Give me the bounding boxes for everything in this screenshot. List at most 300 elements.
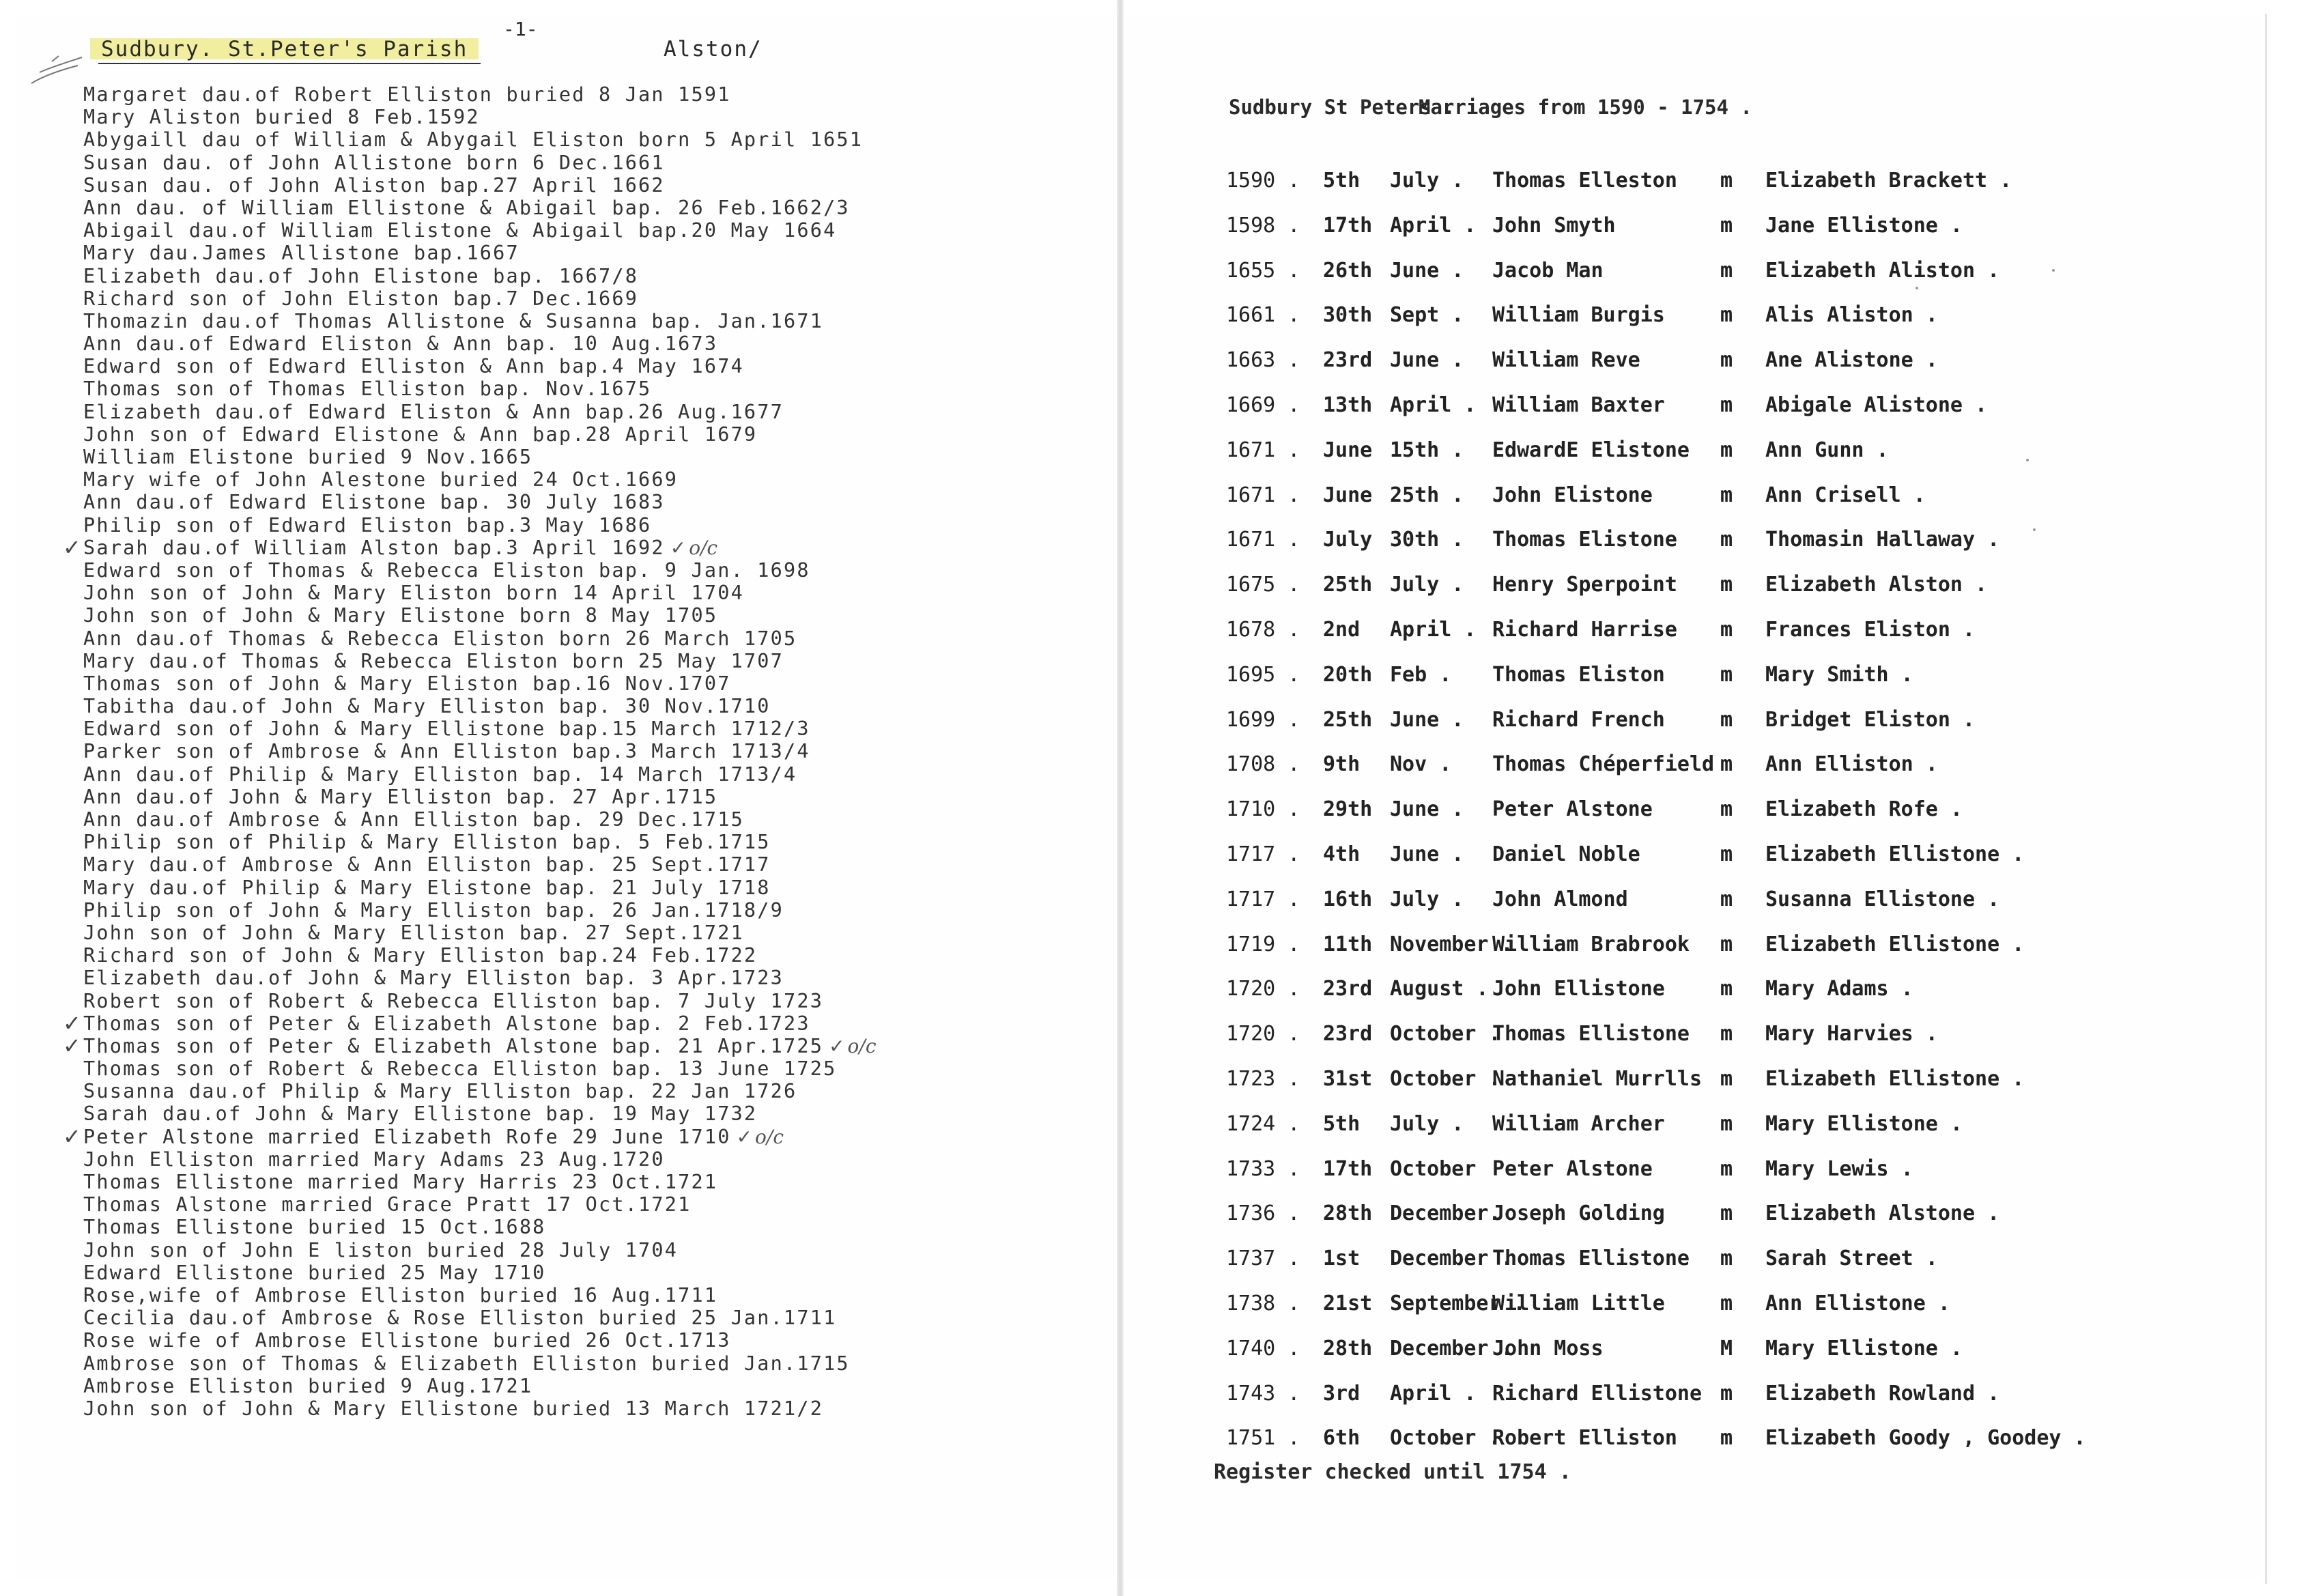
marriage-bride: Elizabeth Ellistone . bbox=[1765, 932, 2025, 956]
marriage-month: October . bbox=[1390, 1067, 1501, 1091]
marriage-row bbox=[1125, 1292, 2262, 1319]
register-entries bbox=[63, 83, 1094, 1420]
right-page bbox=[1125, 15, 2262, 1578]
marriage-bride: Elizabeth Ellistone . bbox=[1765, 1067, 2025, 1091]
entry-text: John Elliston married Mary Adams 23 Aug.1720 bbox=[83, 1148, 665, 1171]
marriage-day: 5th bbox=[1323, 1111, 1361, 1136]
marriage-month: June . bbox=[1390, 842, 1464, 866]
register-entry bbox=[83, 152, 1094, 174]
marriage-month: June . bbox=[1390, 707, 1464, 732]
entry-text: Philip son of Philip & Mary Elliston bap. 5 Feb.1715 bbox=[83, 831, 771, 854]
entry-text: Mary wife of John Alestone buried 24 Oct.1669 bbox=[83, 468, 679, 491]
entry-text: John son of John & Mary Ellistone buried 13 March 1721/2 bbox=[83, 1397, 824, 1420]
entry-text: Philip son of Edward Eliston bap.3 May 1686 bbox=[83, 513, 652, 537]
entry-text: Elizabeth dau.of John & Mary Elliston bap. 3 Apr.1723 bbox=[83, 967, 784, 990]
marriage-m: m bbox=[1720, 662, 1733, 687]
entry-text: Thomas Alstone married Grace Pratt 17 Oct.1721 bbox=[83, 1193, 692, 1216]
marriage-bride: Elizabeth Goody , Goodey . bbox=[1765, 1426, 2086, 1451]
marriage-groom: William Burgis bbox=[1492, 303, 1665, 328]
register-entry bbox=[83, 1375, 1094, 1397]
register-entry bbox=[83, 853, 1094, 876]
register-entry bbox=[83, 967, 1094, 989]
marriage-row bbox=[1125, 1022, 2262, 1049]
speck bbox=[2026, 459, 2029, 461]
marriage-day: 4th bbox=[1323, 842, 1361, 866]
marriage-year: 1671 . bbox=[1226, 483, 1300, 507]
entry-text: Susan dau. of John Aliston bap.27 April 1662 bbox=[83, 173, 665, 197]
marriage-m: m bbox=[1720, 438, 1733, 462]
register-entry bbox=[83, 1102, 1094, 1125]
entry-text: Edward Ellistone buried 25 May 1710 bbox=[83, 1261, 546, 1284]
marriage-row bbox=[1125, 1382, 2262, 1409]
marriage-groom: Peter Alstone bbox=[1492, 1156, 1653, 1181]
marriage-m: m bbox=[1720, 618, 1733, 642]
entry-text: Parker son of Ambrose & Ann Elliston bap.3 March 1713/4 bbox=[83, 740, 810, 763]
marriage-bride: Elizabeth Alston . bbox=[1765, 573, 1988, 597]
marriage-month: October . bbox=[1390, 1022, 1501, 1046]
register-entry bbox=[83, 287, 1094, 310]
marriage-row bbox=[1125, 169, 2262, 196]
register-entry bbox=[83, 1193, 1094, 1216]
register-entry bbox=[83, 1284, 1094, 1307]
marriage-groom: Henry Sperpoint bbox=[1492, 573, 1677, 597]
entry-text: Ann dau.of Edward Elistone bap. 30 July 1683 bbox=[83, 491, 665, 514]
marriage-m: m bbox=[1720, 258, 1733, 283]
marriage-groom: Peter Alstone bbox=[1492, 797, 1653, 822]
register-entry bbox=[83, 1057, 1094, 1080]
marriage-bride: Alis Aliston . bbox=[1765, 303, 1938, 328]
marriage-row bbox=[1125, 1426, 2262, 1453]
marriage-bride: Frances Eliston . bbox=[1765, 618, 1976, 642]
marriage-month: 25th . bbox=[1390, 483, 1464, 507]
marriage-month: April . bbox=[1390, 213, 1477, 238]
register-entry bbox=[83, 672, 1094, 695]
marriage-row bbox=[1125, 303, 2262, 330]
marriage-month: December . bbox=[1390, 1246, 1513, 1271]
entry-text: John son of John & Mary Elistone born 8 May 1705 bbox=[83, 604, 718, 627]
register-entry bbox=[63, 534, 1094, 560]
register-entry bbox=[83, 423, 1094, 446]
marriage-groom: Richard Harrise bbox=[1492, 618, 1677, 642]
entry-text: Robert son of Robert & Rebecca Elliston bap. 7 July 1723 bbox=[83, 989, 824, 1012]
marriage-m: m bbox=[1720, 797, 1733, 822]
marriage-month: 30th . bbox=[1390, 528, 1464, 552]
marriage-bride: Mary Adams . bbox=[1765, 977, 1913, 1001]
marriage-groom: John Almond bbox=[1492, 887, 1628, 911]
marriage-day: June bbox=[1323, 483, 1373, 507]
register-entry bbox=[83, 242, 1094, 264]
register-entry bbox=[83, 740, 1094, 763]
marriage-day: 21st bbox=[1323, 1292, 1373, 1315]
marriage-bride: Ann Ellistone . bbox=[1765, 1292, 1950, 1315]
marriage-month: November . bbox=[1390, 932, 1513, 956]
register-entry bbox=[83, 265, 1094, 287]
marriage-m: m bbox=[1720, 1156, 1733, 1181]
register-entry bbox=[83, 627, 1094, 650]
marriage-year: 1708 . bbox=[1226, 752, 1300, 777]
entry-text: Mary Aliston buried 8 Feb.1592 bbox=[83, 106, 480, 129]
marriage-day: 30th bbox=[1323, 303, 1373, 328]
entry-text: Mary dau.James Allistone bap.1667 bbox=[83, 242, 519, 265]
marriage-bride: Bridget Eliston . bbox=[1765, 707, 1976, 732]
entry-text: Ann dau.of Thomas & Rebecca Eliston born 26 March 1705 bbox=[83, 627, 797, 650]
register-entry bbox=[83, 1329, 1094, 1352]
marriage-m: m bbox=[1720, 1381, 1733, 1406]
marriage-row bbox=[1125, 259, 2262, 286]
marriage-day: 17th bbox=[1323, 1156, 1373, 1181]
marriage-m: m bbox=[1720, 707, 1733, 732]
marriage-day: 23rd bbox=[1323, 1022, 1373, 1046]
marriage-row bbox=[1125, 977, 2262, 1004]
entry-text: Susan dau. of John Allistone born 6 Dec.1661 bbox=[83, 151, 665, 174]
marriage-year: 1671 . bbox=[1226, 528, 1300, 552]
marriage-m: m bbox=[1720, 169, 1733, 193]
left-page-header bbox=[90, 18, 978, 66]
marriage-groom: Thomas Elleston bbox=[1492, 169, 1677, 193]
marriage-day: 23rd bbox=[1323, 348, 1373, 373]
marriage-year: 1717 . bbox=[1226, 887, 1300, 911]
marriage-groom: John Smyth bbox=[1492, 213, 1616, 238]
marriage-bride: Mary Lewis . bbox=[1765, 1156, 1913, 1181]
marriage-month: July . bbox=[1390, 887, 1464, 911]
register-entry bbox=[83, 83, 1094, 106]
entry-text: Abigail dau.of William Elistone & Abigail bap.20 May 1664 bbox=[83, 219, 837, 242]
marriage-row bbox=[1125, 573, 2262, 600]
marriage-day: 25th bbox=[1323, 707, 1373, 732]
marriage-groom: Thomas Chéperfield bbox=[1492, 752, 1715, 777]
marriage-bride: Jane Ellistone . bbox=[1765, 213, 1963, 238]
marriage-day: 5th bbox=[1323, 169, 1361, 193]
checkmark-icon: ✓ bbox=[63, 534, 83, 560]
register-entry bbox=[83, 377, 1094, 400]
marriage-row bbox=[1125, 752, 2262, 780]
page-title: Sudbury. St.Peter's Parish bbox=[90, 35, 479, 63]
marriage-row bbox=[1125, 932, 2262, 960]
marriage-year: 1738 . bbox=[1226, 1292, 1300, 1315]
entry-text: Ann dau. of William Ellistone & Abigail bap. 26 Feb.1662/3 bbox=[83, 196, 850, 219]
marriage-day: 11th bbox=[1323, 932, 1373, 956]
marriage-row bbox=[1125, 1201, 2262, 1229]
speck bbox=[2052, 269, 2055, 272]
marriage-row bbox=[1125, 1246, 2262, 1274]
marriage-groom: William Baxter bbox=[1492, 393, 1665, 417]
page-number: -1- bbox=[503, 18, 538, 40]
entry-text: Edward son of Edward Elliston & Ann bap.4 May 1674 bbox=[83, 355, 744, 378]
marriage-m: m bbox=[1720, 1111, 1733, 1136]
marriage-groom: EdwardE Elistone bbox=[1492, 438, 1690, 462]
register-entry bbox=[83, 922, 1094, 944]
marriage-groom: William Brabrook bbox=[1492, 932, 1690, 956]
entry-text: Margaret dau.of Robert Elliston buried 8 Jan 1591 bbox=[83, 83, 731, 106]
marriage-month: June . bbox=[1390, 348, 1464, 373]
register-entry bbox=[83, 310, 1094, 332]
marriage-day: June bbox=[1323, 438, 1373, 462]
entry-text: Susanna dau.of Philip & Mary Elliston bap. 22 Jan 1726 bbox=[83, 1080, 797, 1103]
marriage-year: 1720 . bbox=[1226, 1022, 1300, 1046]
checkmark-icon: ✓ bbox=[63, 1123, 83, 1150]
marriage-m: m bbox=[1720, 573, 1733, 597]
marriage-month: April . bbox=[1390, 618, 1477, 642]
marriage-row bbox=[1125, 708, 2262, 735]
register-entry bbox=[83, 514, 1094, 537]
register-entry bbox=[83, 174, 1094, 197]
marriage-row bbox=[1125, 1067, 2262, 1094]
entry-text: Tabitha dau.of John & Mary Elliston bap. 30 Nov.1710 bbox=[83, 695, 771, 718]
entry-text: Ann dau.of John & Mary Elliston bap. 27 Apr.1715 bbox=[83, 785, 718, 808]
marriage-day: 23rd bbox=[1323, 977, 1373, 1001]
entry-text: Sarah dau.of William Alston bap.3 April 1692 bbox=[83, 536, 665, 559]
marriage-year: 1724 . bbox=[1226, 1111, 1300, 1136]
register-entry bbox=[83, 831, 1094, 853]
marriage-year: 1655 . bbox=[1226, 258, 1300, 283]
entry-text: Edward son of Thomas & Rebecca Eliston bap. 9 Jan. 1698 bbox=[83, 558, 810, 582]
marriage-bride: Ann Elliston . bbox=[1765, 752, 1938, 777]
marriage-year: 1590 . bbox=[1226, 169, 1300, 193]
marriage-day: 3rd bbox=[1323, 1381, 1361, 1406]
marriage-row bbox=[1125, 214, 2262, 241]
title-underline bbox=[98, 63, 481, 64]
register-entry bbox=[83, 1239, 1094, 1262]
marriage-year: 1675 . bbox=[1226, 573, 1300, 597]
marriage-groom: John Ellistone bbox=[1492, 977, 1665, 1001]
register-entry bbox=[83, 877, 1094, 899]
register-entry bbox=[83, 695, 1094, 717]
marriage-m: m bbox=[1720, 348, 1733, 373]
marriage-groom: Richard Ellistone bbox=[1492, 1381, 1703, 1406]
register-entry bbox=[83, 355, 1094, 377]
register-entry bbox=[83, 763, 1094, 786]
checked-annotation: ✓ o/c bbox=[829, 1035, 876, 1057]
marriage-groom: John Elistone bbox=[1492, 483, 1653, 507]
marriage-year: 1695 . bbox=[1226, 662, 1300, 687]
marriage-bride: Abigale Alistone . bbox=[1765, 393, 1988, 417]
checked-annotation: ✓ o/c bbox=[737, 1126, 784, 1148]
marriage-row bbox=[1125, 1157, 2262, 1184]
register-entry bbox=[83, 446, 1094, 468]
marriage-groom: William Reve bbox=[1492, 348, 1640, 373]
register-entry bbox=[83, 808, 1094, 831]
marriage-month: August . bbox=[1390, 977, 1489, 1001]
register-entry bbox=[83, 219, 1094, 242]
marriage-m: m bbox=[1720, 932, 1733, 956]
marriage-year: 1740 . bbox=[1226, 1336, 1300, 1360]
marriage-m: m bbox=[1720, 393, 1733, 417]
marriage-year: 1671 . bbox=[1226, 438, 1300, 462]
marriage-row bbox=[1125, 663, 2262, 690]
marriage-m: m bbox=[1720, 303, 1733, 328]
marriage-row bbox=[1125, 348, 2262, 375]
marriage-year: 1598 . bbox=[1226, 213, 1300, 238]
marriage-bride: Mary Harvies . bbox=[1765, 1022, 1938, 1046]
marriage-year: 1733 . bbox=[1226, 1156, 1300, 1181]
marriage-groom: Nathaniel Murrlls bbox=[1492, 1067, 1703, 1091]
surname-heading: Alston/ bbox=[664, 37, 763, 61]
register-entry bbox=[83, 899, 1094, 922]
marriage-m: m bbox=[1720, 842, 1733, 866]
marriage-day: 29th bbox=[1323, 797, 1373, 822]
marriage-month: Sept . bbox=[1390, 303, 1464, 328]
marriage-m: m bbox=[1720, 528, 1733, 552]
register-entry bbox=[63, 1032, 1094, 1059]
marriage-groom: Thomas Eliston bbox=[1492, 662, 1665, 687]
register-entry bbox=[63, 1010, 1094, 1036]
marriage-m: m bbox=[1720, 887, 1733, 911]
marriage-day: 9th bbox=[1323, 752, 1361, 777]
marriage-groom: Joseph Golding bbox=[1492, 1201, 1665, 1226]
marriage-row bbox=[1125, 887, 2262, 915]
marriage-year: 1669 . bbox=[1226, 393, 1300, 417]
marriage-m: M bbox=[1720, 1336, 1733, 1360]
marriage-day: 6th bbox=[1323, 1426, 1361, 1451]
marriages-title: Marriages from 1590 - 1754 . bbox=[1419, 96, 1752, 119]
marriage-m: m bbox=[1720, 1292, 1733, 1315]
entry-text: Cecilia dau.of Ambrose & Rose Elliston buried 25 Jan.1711 bbox=[83, 1307, 837, 1330]
register-entry bbox=[83, 197, 1094, 219]
right-page-edge bbox=[2265, 14, 2267, 1584]
marriage-month: April . bbox=[1390, 1381, 1477, 1406]
marriage-m: m bbox=[1720, 1201, 1733, 1226]
entry-text: Richard son of John Eliston bap.7 Dec.1669 bbox=[83, 287, 639, 310]
entry-text: Peter Alstone married Elizabeth Rofe 29 June 1710 bbox=[83, 1125, 731, 1148]
entry-text: Thomas son of John & Mary Eliston bap.16 Nov.1707 bbox=[83, 672, 731, 695]
marriage-row bbox=[1125, 483, 2262, 511]
entry-text: Thomas Ellistone buried 15 Oct.1688 bbox=[83, 1216, 546, 1239]
marriage-bride: Elizabeth Rowland . bbox=[1765, 1381, 2000, 1406]
left-page bbox=[15, 15, 1114, 1578]
marriage-year: 1737 . bbox=[1226, 1246, 1300, 1271]
marriage-month: April . bbox=[1390, 393, 1477, 417]
entry-text: Thomas son of Thomas Elliston bap. Nov.1675 bbox=[83, 377, 652, 401]
marriage-row bbox=[1125, 842, 2262, 870]
register-entry bbox=[83, 1352, 1094, 1375]
marriage-day: 31st bbox=[1323, 1067, 1373, 1091]
checkmark-icon: ✓ bbox=[63, 1010, 83, 1036]
marriage-m: m bbox=[1720, 977, 1733, 1001]
entry-text: Mary dau.of Philip & Mary Elistone bap. 21 July 1718 bbox=[83, 876, 771, 899]
marriage-m: m bbox=[1720, 1022, 1733, 1046]
marriage-bride: Ann Gunn . bbox=[1765, 438, 1889, 462]
entry-text: Thomas son of Robert & Rebecca Elliston bap. 13 June 1725 bbox=[83, 1057, 837, 1081]
entry-text: John son of John E liston buried 28 July 1704 bbox=[83, 1238, 679, 1262]
marriage-groom: Thomas Ellistone bbox=[1492, 1022, 1690, 1046]
register-entry bbox=[83, 582, 1094, 604]
marriage-day: July bbox=[1323, 528, 1373, 552]
marriage-day: 16th bbox=[1323, 887, 1373, 911]
marriage-groom: John Moss bbox=[1492, 1336, 1604, 1360]
marriage-month: June . bbox=[1390, 258, 1464, 283]
register-entry bbox=[83, 1171, 1094, 1193]
register-entry bbox=[83, 1397, 1094, 1420]
marriage-month: 15th . bbox=[1390, 438, 1464, 462]
register-entry bbox=[83, 468, 1094, 491]
entry-text: Thomas son of Peter & Elizabeth Alstone bap. 21 Apr.1725 bbox=[83, 1034, 824, 1057]
marriage-day: 28th bbox=[1323, 1201, 1373, 1226]
marriage-month: October bbox=[1390, 1156, 1477, 1181]
register-entry bbox=[83, 1080, 1094, 1102]
marriage-year: 1717 . bbox=[1226, 842, 1300, 866]
marriage-year: 1710 . bbox=[1226, 797, 1300, 822]
entry-text: Rose,wife of Ambrose Elliston buried 16 Aug.1711 bbox=[83, 1283, 718, 1307]
marriage-row bbox=[1125, 1337, 2262, 1364]
marriage-month: December . bbox=[1390, 1336, 1513, 1360]
register-entry bbox=[83, 1148, 1094, 1171]
marriage-year: 1736 . bbox=[1226, 1201, 1300, 1226]
marriage-m: m bbox=[1720, 1426, 1733, 1451]
entry-text: John son of John & Mary Eliston born 14 April 1704 bbox=[83, 582, 744, 605]
marriage-bride: Ann Crisell . bbox=[1765, 483, 1926, 507]
register-entry bbox=[83, 786, 1094, 808]
entry-text: Elizabeth dau.of Edward Eliston & Ann bap.26 Aug.1677 bbox=[83, 400, 784, 423]
entry-text: William Elistone buried 9 Nov.1665 bbox=[83, 446, 533, 468]
marriage-year: 1723 . bbox=[1226, 1067, 1300, 1091]
marriage-groom: Thomas Ellistone bbox=[1492, 1246, 1690, 1271]
marriages-place: Sudbury St Peters . bbox=[1229, 96, 1455, 119]
entry-text: Rose wife of Ambrose Ellistone buried 26 Oct.1713 bbox=[83, 1329, 731, 1352]
marriage-year: 1678 . bbox=[1226, 618, 1300, 642]
marriage-bride: Elizabeth Alstone . bbox=[1765, 1201, 2000, 1226]
marriage-groom: Richard French bbox=[1492, 707, 1665, 732]
marriage-row bbox=[1125, 1112, 2262, 1139]
marriage-groom: William Little bbox=[1492, 1292, 1665, 1315]
entry-text: Thomas Ellistone married Mary Harris 23 Oct.1721 bbox=[83, 1171, 718, 1193]
marriage-row bbox=[1125, 797, 2262, 825]
entry-text: Edward son of John & Mary Ellistone bap.15 March 1712/3 bbox=[83, 717, 810, 741]
register-entry bbox=[83, 128, 1094, 151]
marriage-month: June . bbox=[1390, 797, 1464, 822]
register-entry bbox=[83, 491, 1094, 513]
marriage-month: July . bbox=[1390, 573, 1464, 597]
page-fold bbox=[1117, 0, 1124, 1596]
marriage-year: 1719 . bbox=[1226, 932, 1300, 956]
entry-text: Ann dau.of Philip & Mary Elliston bap. 14 March 1713/4 bbox=[83, 763, 797, 786]
marriage-m: m bbox=[1720, 213, 1733, 238]
marriage-bride: Mary Ellistone . bbox=[1765, 1111, 1963, 1136]
entry-text: Mary dau.of Thomas & Rebecca Eliston born 25 May 1707 bbox=[83, 649, 784, 672]
speck bbox=[2033, 528, 2036, 531]
register-entry bbox=[83, 106, 1094, 128]
marriage-row bbox=[1125, 618, 2262, 645]
register-entry bbox=[83, 990, 1094, 1012]
register-entry bbox=[83, 717, 1094, 740]
marriage-day: 2nd bbox=[1323, 618, 1361, 642]
marriage-bride: Elizabeth Brackett . bbox=[1765, 169, 2012, 193]
marriage-year: 1751 . bbox=[1226, 1426, 1300, 1451]
register-entry bbox=[83, 650, 1094, 672]
marriage-year: 1699 . bbox=[1226, 707, 1300, 732]
marriage-m: m bbox=[1720, 1246, 1733, 1271]
marriage-row bbox=[1125, 528, 2262, 555]
register-entry bbox=[83, 559, 1094, 582]
marriage-m: m bbox=[1720, 1067, 1733, 1091]
marriage-month: October . bbox=[1390, 1426, 1501, 1451]
register-entry bbox=[83, 1307, 1094, 1329]
marriage-groom: Robert Elliston bbox=[1492, 1426, 1677, 1451]
marriage-day: 25th bbox=[1323, 573, 1373, 597]
register-entry bbox=[83, 944, 1094, 967]
entry-text: Ambrose Elliston buried 9 Aug.1721 bbox=[83, 1374, 533, 1397]
checked-annotation: ✓ o/c bbox=[670, 537, 717, 559]
checkmark-icon: ✓ bbox=[63, 1032, 83, 1059]
marriage-month: December. bbox=[1390, 1201, 1501, 1226]
entry-text: John son of John & Mary Elliston bap. 27 Sept.1721 bbox=[83, 921, 744, 944]
speck bbox=[1916, 287, 1918, 289]
marriage-month: July . bbox=[1390, 169, 1464, 193]
entry-text: Mary dau.of Ambrose & Ann Elliston bap. 25 Sept.1717 bbox=[83, 853, 771, 877]
register-entry bbox=[83, 1216, 1094, 1238]
entry-text: Abygaill dau of William & Abygail Eliston born 5 April 1651 bbox=[83, 128, 864, 152]
marriage-row bbox=[1125, 438, 2262, 466]
marriage-day: 17th bbox=[1323, 213, 1373, 238]
